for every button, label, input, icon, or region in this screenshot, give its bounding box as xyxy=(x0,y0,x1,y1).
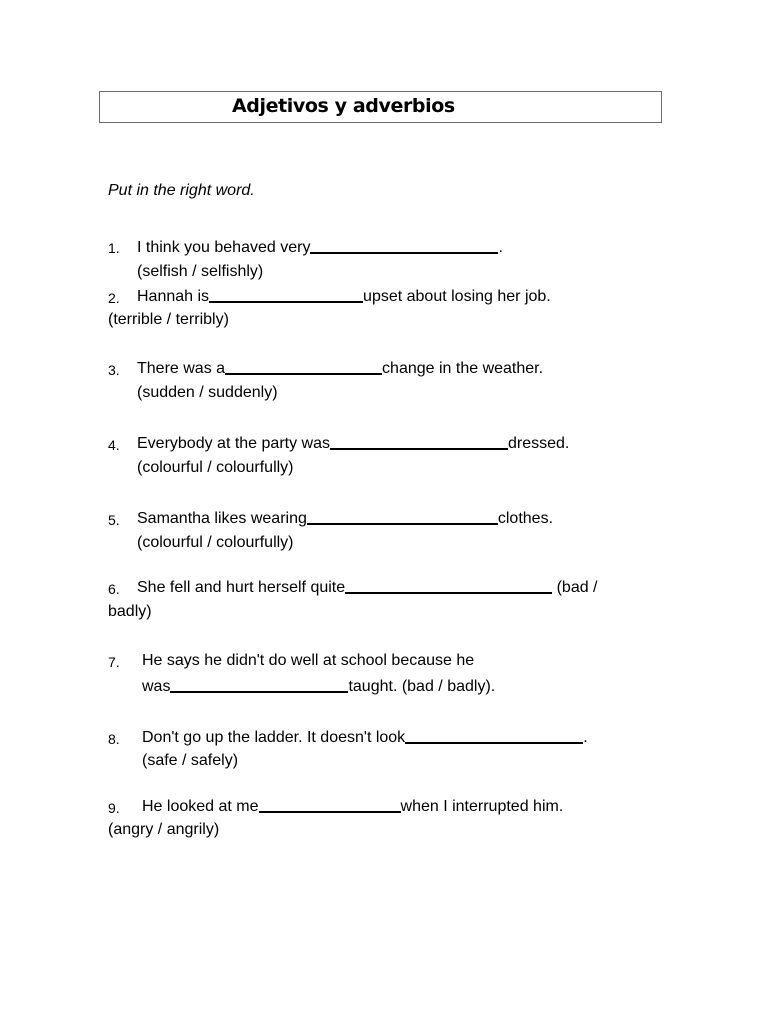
item-sentence: He says he didn't do well at school because he xyxy=(142,652,475,669)
sentence-start: Samantha likes wearing xyxy=(137,510,307,527)
sentence-start: Hannah is xyxy=(137,288,210,305)
answer-blank[interactable] xyxy=(225,359,382,375)
answer-blank[interactable] xyxy=(307,509,498,525)
item-sentence xyxy=(137,434,569,454)
sentence-end: upset about losing her job. xyxy=(363,288,551,305)
title-box xyxy=(99,91,662,123)
sentence-start: Don't go up the ladder. It doesn't look xyxy=(142,729,406,746)
item-sentence xyxy=(137,238,503,258)
sentence-end: . xyxy=(498,239,503,256)
item-hint: (colourful / colourfully) xyxy=(137,459,294,476)
sentence-start: I think you behaved very xyxy=(137,239,311,256)
sentence-start: She fell and hurt herself quite xyxy=(137,579,346,596)
item-number: 3. xyxy=(108,362,120,378)
item-sentence xyxy=(142,797,563,817)
sentence-end: when I interrupted him. xyxy=(400,798,564,815)
item-sentence xyxy=(137,287,551,307)
answer-blank[interactable] xyxy=(209,287,363,303)
item-sentence xyxy=(137,509,553,529)
answer-blank[interactable] xyxy=(259,797,401,813)
sentence-start: There was a xyxy=(137,360,226,377)
sentence-start: He looked at me xyxy=(142,798,259,815)
answer-blank[interactable] xyxy=(345,578,552,594)
worksheet-title: Adjetivos y adverbios xyxy=(232,95,455,117)
item-number: 7. xyxy=(108,654,120,670)
sentence-end: . xyxy=(583,729,588,746)
item-hint: (safe / safely) xyxy=(142,752,239,769)
sentence-end: clothes. xyxy=(497,510,554,527)
item-number: 4. xyxy=(108,437,120,453)
sentence-end: taught. (bad / badly). xyxy=(348,678,496,695)
item-number: 1. xyxy=(108,240,120,256)
item-sentence xyxy=(137,578,598,598)
answer-blank[interactable] xyxy=(330,434,508,450)
instructions: Put in the right word. xyxy=(108,182,255,199)
answer-blank[interactable] xyxy=(405,728,583,744)
answer-blank[interactable] xyxy=(310,238,498,254)
sentence-start: was xyxy=(142,678,171,695)
sentence-end: change in the weather. xyxy=(382,360,544,377)
item-number: 6. xyxy=(108,581,120,597)
item-sentence xyxy=(142,728,588,748)
item-number: 9. xyxy=(108,800,120,816)
item-hint: (selfish / selfishly) xyxy=(137,263,264,280)
answer-blank[interactable] xyxy=(170,677,348,693)
item-number: 8. xyxy=(108,731,120,747)
sentence-start: Everybody at the party was xyxy=(137,435,330,452)
item-hint: (sudden / suddenly) xyxy=(137,384,278,401)
item-sentence xyxy=(137,359,543,379)
item-number: 5. xyxy=(108,512,120,528)
item-hint: badly) xyxy=(108,603,152,620)
item-number: 2. xyxy=(108,290,120,306)
item-hint: (terrible / terribly) xyxy=(108,311,229,328)
item-hint: (angry / angrily) xyxy=(108,821,220,838)
item-hint: (colourful / colourfully) xyxy=(137,534,294,551)
sentence-end: dressed. xyxy=(507,435,570,452)
item-sentence-continued xyxy=(142,677,495,697)
sentence-end: (bad / xyxy=(552,579,598,596)
